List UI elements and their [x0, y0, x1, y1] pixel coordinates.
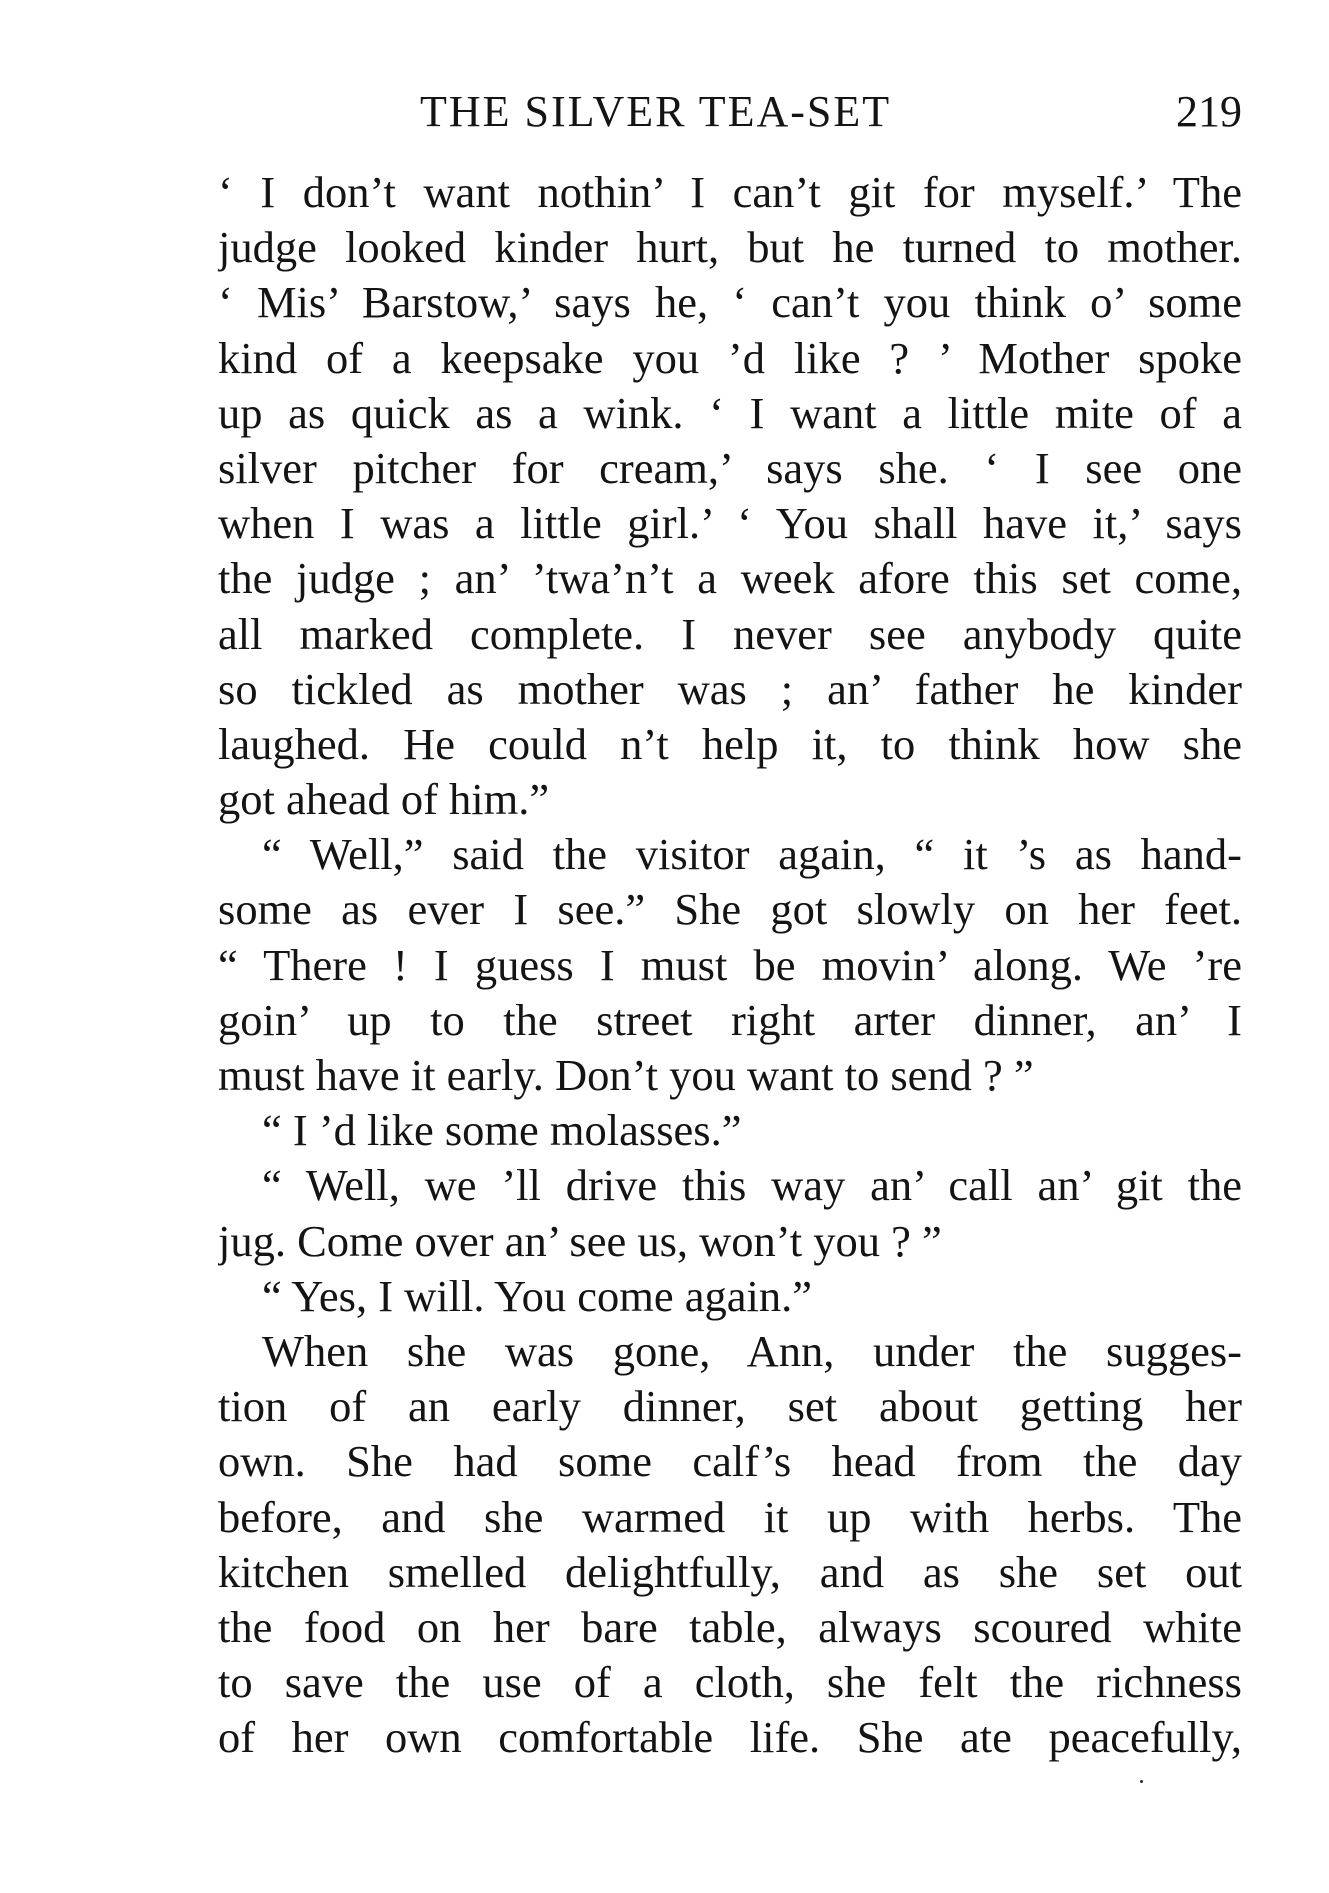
text-line: jug. Come over an’ see us, won’t you ? ” — [218, 1215, 942, 1266]
text-line: “ There ! I guess I must be movin’ along. We ’re — [218, 939, 1242, 990]
text-line: silver pitcher for cream,’ says she. ‘ I see one — [218, 442, 1242, 493]
text-line: up as quick as a wink. ‘ I want a little mite of a — [218, 387, 1242, 438]
text-line: to save the use of a cloth, she felt the richness — [218, 1657, 1242, 1708]
text-line: “ Well, we ’ll drive this way an’ call an’ git the — [262, 1160, 1242, 1211]
text-line: got ahead of him.” — [218, 774, 550, 825]
text-line: When she was gone, Ann, under the sugges- — [262, 1325, 1242, 1376]
print-speck — [1140, 1780, 1143, 1783]
text-line: goin’ up to the street right arter dinner, an’ I — [218, 994, 1242, 1045]
page-number: 219 — [1176, 87, 1242, 136]
text-line: “ I ’d like some molasses.” — [262, 1105, 742, 1156]
body-text — [218, 165, 1242, 1765]
page-header — [222, 82, 1242, 142]
text-line: judge looked kinder hurt, but he turned to mother. — [218, 222, 1242, 273]
text-line: ‘ Mis’ Barstow,’ says he, ‘ can’t you think o’ some — [218, 277, 1242, 328]
text-line: so tickled as mother was ; an’ father he kinder — [218, 663, 1242, 714]
text-line: of her own comfortable life. She ate peacefully, — [218, 1712, 1242, 1763]
text-line: kind of a keepsake you ’d like ? ’ Mother spoke — [218, 332, 1242, 383]
text-line: own. She had some calf’s head from the day — [218, 1436, 1242, 1487]
text-line: ‘ I don’t want nothin’ I can’t git for myself.’ The — [218, 167, 1242, 217]
text-line: all marked complete. I never see anybody quite — [218, 608, 1242, 659]
text-line: some as ever I see.” She got slowly on her feet. — [218, 884, 1242, 935]
text-line: the food on her bare table, always scoured white — [218, 1601, 1242, 1652]
running-head: THE SILVER TEA-SET — [420, 87, 892, 136]
text-line: kitchen smelled delightfully, and as she set out — [218, 1546, 1242, 1597]
text-line: “ Yes, I will. You come again.” — [262, 1270, 813, 1321]
text-line: must have it early. Don’t you want to send ? ” — [218, 1050, 1034, 1100]
text-line: when I was a little girl.’ ‘ You shall have it,’ says — [218, 498, 1242, 549]
text-line: tion of an early dinner, set about getting her — [218, 1381, 1242, 1432]
text-line: “ Well,” said the visitor again, “ it ’s as hand- — [262, 829, 1242, 880]
text-line: laughed. He could n’t help it, to think how she — [218, 718, 1242, 769]
text-line: before, and she warmed it up with herbs. The — [218, 1491, 1242, 1542]
text-line: the judge ; an’ ’twa’n’t a week afore this set come, — [218, 553, 1242, 604]
